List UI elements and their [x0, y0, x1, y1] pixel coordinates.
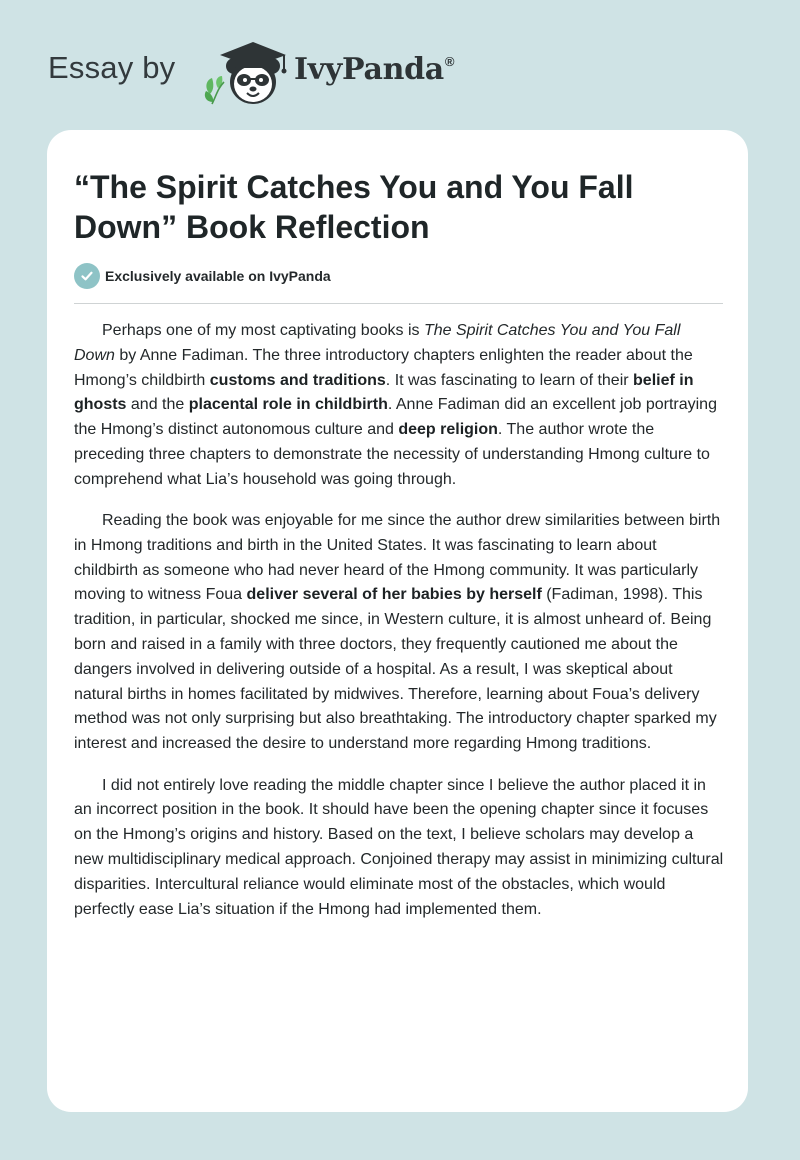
registered-mark: ®	[444, 54, 455, 69]
essay-paragraph	[74, 509, 724, 757]
text-run: Reading the book was enjoyable for me since the author drew similarities between birth in Hmong traditions and birth in the United States. It was fascinating to learn about childbirth as someone who had never heard of the Hmong community. It was particularly moving to witness Foua	[74, 512, 721, 604]
essay-body	[74, 319, 724, 939]
brand-text: IvyPanda	[294, 52, 444, 87]
checkmark-icon	[74, 263, 100, 289]
emphasis-bold: customs and traditions	[209, 371, 386, 389]
text-run: . The author wrote the preceding three chapters to demonstrate the necessity of understanding Hmong culture to comprehend what Lia’s household was going through.	[74, 421, 710, 488]
site-header	[0, 0, 800, 120]
page-title: “The Spirit Catches You and You Fall Down” Book Reflection	[74, 169, 634, 245]
exclusive-badge-text: Exclusively available on IvyPanda	[105, 268, 331, 284]
brand-name[interactable]	[294, 52, 454, 87]
emphasis-bold: placental role in childbirth	[188, 396, 388, 414]
text-run: Perhaps one of my most captivating books is	[102, 322, 424, 339]
text-run: (Fadiman, 1998). This tradition, in particular, shocked me since, in Western culture, it is almost unheard of. Being born and raised in a family with three doctors, they frequently cautioned me about the dangers involved in delivering outside of a hospital. As a result, I was skeptical about natural births in homes facilitated by midwives. Therefore, learning about Foua’s delivery method was not only surprising but also breathtaking. The introductory chapter sparked my interest and increased the desire to understand more regarding Hmong traditions.	[74, 586, 717, 753]
text-run: I did not entirely love reading the middle chapter since I believe the author placed it in an incorrect position in the book. It should have been the opening chapter since it focuses on the Hmong’s origins and history. Based on the text, I believe scholars may develop a new multidisciplinary medical approach. Conjoined therapy may assist in minimizing cultural disparities. Intercultural reliance would eliminate most of the obstacles, which would perfectly ease Lia’s situation if the Hmong had implemented them.	[74, 776, 724, 918]
essay-by-label: Essay by	[48, 50, 176, 85]
title-divider	[74, 303, 723, 304]
emphasis-bold: belief in ghosts	[74, 371, 694, 414]
text-run: and the	[126, 396, 189, 414]
exclusive-badge	[74, 263, 331, 289]
text-run: by Anne Fadiman. The three introductory chapters enlighten the reader about the Hmong’s childbirth	[74, 346, 693, 389]
emphasis-bold: deliver several of her babies by herself	[246, 586, 542, 604]
essay-paragraph	[74, 319, 724, 493]
panda-graduate-icon[interactable]	[200, 36, 296, 110]
book-title-italic: The Spirit Catches You and You Fall Down	[74, 322, 681, 364]
essay-card	[47, 130, 748, 1112]
text-run: . It was fascinating to learn of their	[385, 371, 634, 389]
text-run: . Anne Fadiman did an excellent job portraying the Hmong’s distinct autonomous culture and	[74, 396, 717, 439]
emphasis-bold: deep religion	[398, 421, 498, 439]
essay-paragraph	[74, 774, 724, 923]
